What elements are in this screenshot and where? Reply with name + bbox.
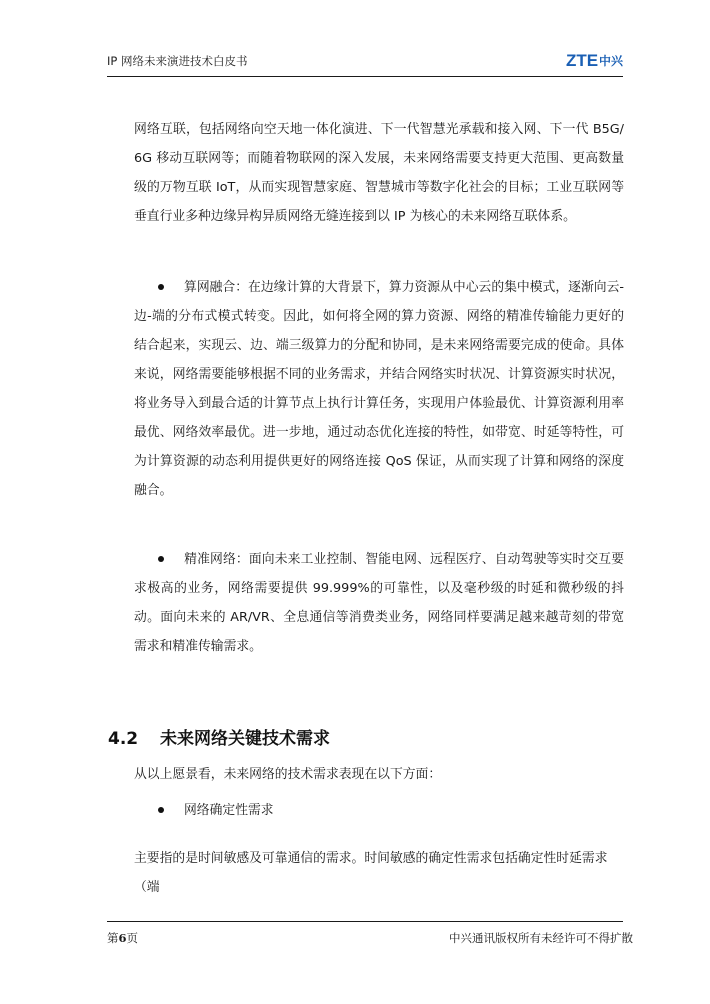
page-number-value: 6 [118, 931, 127, 945]
bullet-icon [158, 807, 164, 813]
zte-logo [566, 50, 626, 70]
bullet-precision-network [134, 545, 624, 661]
header-divider [107, 76, 623, 77]
bullet-compute-network [134, 273, 624, 505]
logo-cjk: 中兴 [599, 54, 624, 68]
paragraph-time-sensitive: 主要指的是时间敏感及可靠通信的需求。时间敏感的确定性需求包括确定性时延需求（端 [134, 851, 608, 895]
footer-divider [107, 921, 623, 922]
section-title: 未来网络关键技术需求 [160, 729, 330, 749]
logo-latin: ZTE [566, 51, 599, 70]
section-heading [108, 724, 330, 749]
bullet-compute-text: 算网融合：在边缘计算的大背景下，算力资源从中心云的集中模式，逐渐向云-边-端的分布式模式转变。因此，如何将全网的算力资源、网络的精准传输能力更好的结合起来，实现云、边、端三级算力的分配和协同，是未来网络需要完成的使命。具体来说，网络需要能够根据不同的业务需求，并结合网络实时状况、计算资源实时状况，将业务导入到最合适的计算节点上执行计算任务，实现用户体验最优、计算资源利用率最优、网络效率最优。进一步地，通过动态优化连接的特性，如带宽、时延等特性，可为计算资源的动态利用提供更好的网络连接 QoS 保证，从而实现了计算和网络的深度融合。 [134, 280, 624, 498]
page-suffix: 页 [126, 931, 139, 945]
bullet-deterministic [134, 796, 624, 825]
intro-line: 从以上愿景看，未来网络的技术需求表现在以下方面： [134, 767, 442, 782]
page-prefix: 第 [107, 931, 119, 945]
bullet-precision-text: 精准网络：面向未来工业控制、智能电网、远程医疗、自动驾驶等实时交互要求极高的业务，网络需要提供 99.999%的可靠性，以及毫秒级的时延和微秒级的抖动。面向未来的 AR/VR、全息通信等消费类业务，网络同样要满足越来越苛刻的带宽需求和精准传输需求。 [134, 552, 624, 654]
page-number [107, 930, 138, 946]
bullet-icon [158, 556, 164, 562]
paragraph-interconnect: 网络互联，包括网络向空天地一体化演进、下一代智慧光承载和接入网、下一代 B5G/6G 移动互联网等；而随着物联网的深入发展，未来网络需要支持更大范围、更高数量级的万物互联 IoT，从而实现智慧家庭、智慧城市等数字化社会的目标；工业互联网等垂直行业多种边缘异构异质网络无缝连接到以 IP 为核心的未来网络互联体系。 [134, 122, 624, 224]
copyright-notice: 中兴通讯版权所有未经许可不得扩散 [449, 931, 633, 945]
section-number: 4.2 [108, 729, 139, 749]
bullet-deterministic-text: 网络确定性需求 [184, 803, 274, 818]
header-title: IP 网络未来演进技术白皮书 [107, 54, 248, 68]
bullet-icon [158, 284, 164, 290]
